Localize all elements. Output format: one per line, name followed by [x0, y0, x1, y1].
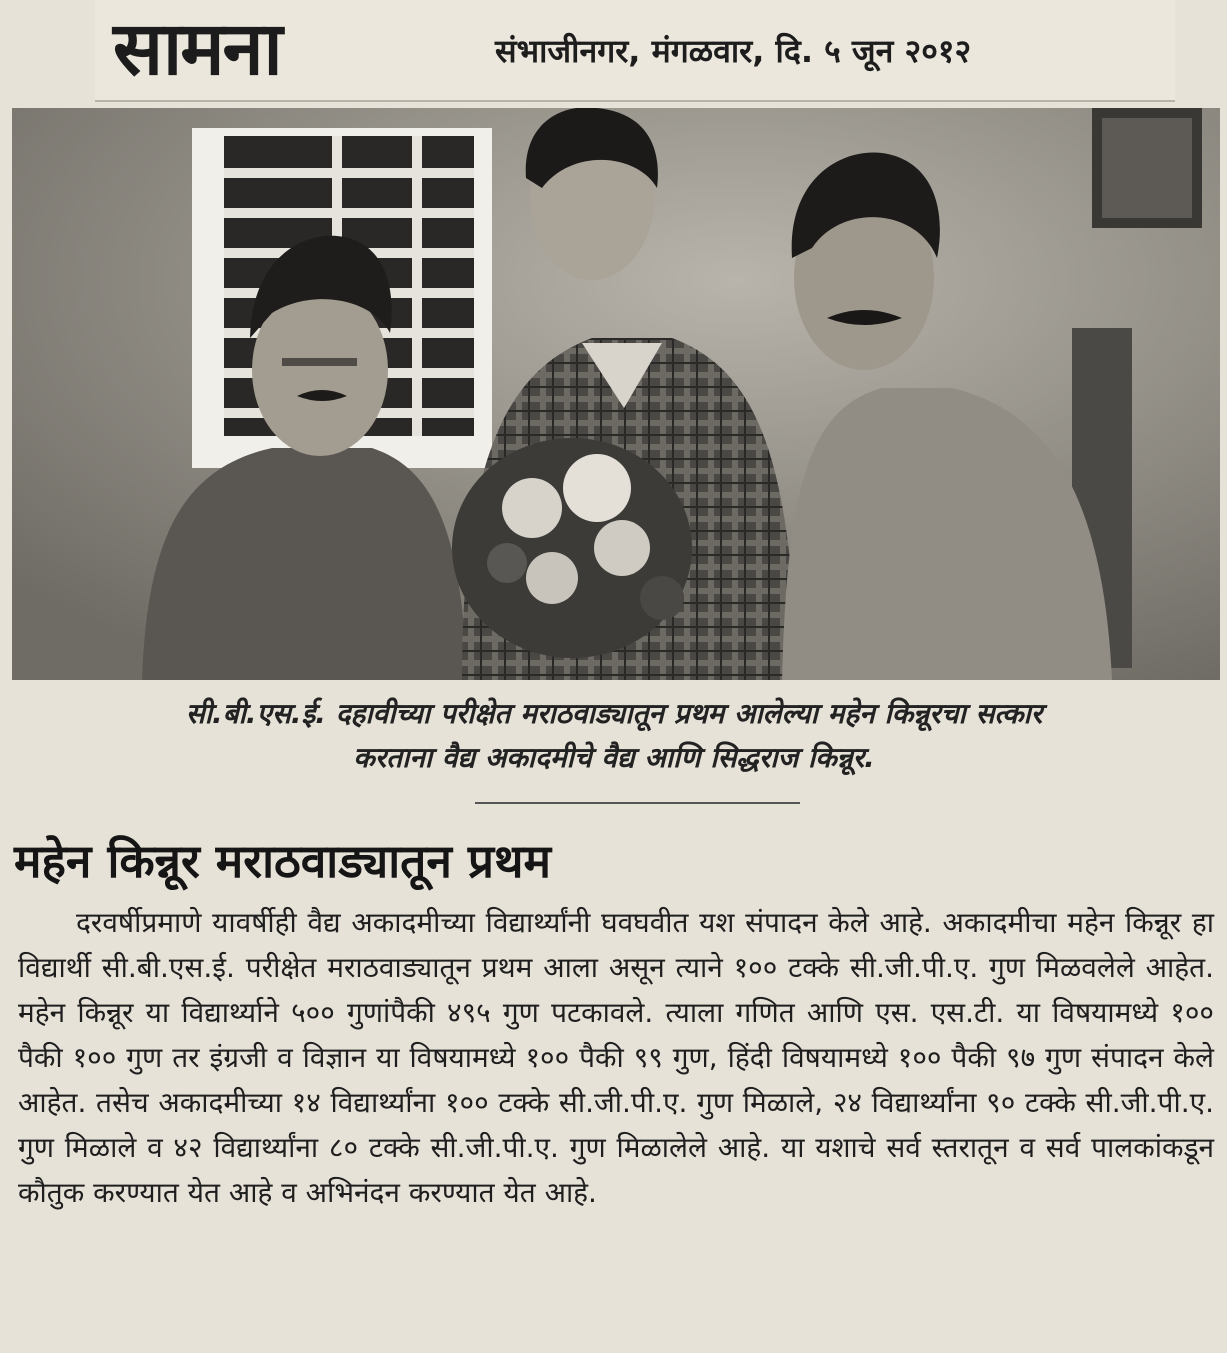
- newspaper-logo: सामना: [113, 6, 281, 92]
- dateline: संभाजीनगर, मंगळवार, दि. ५ जून २०१२: [495, 32, 972, 70]
- article-body: दरवर्षीप्रमाणे यावर्षीही वैद्य अकादमीच्या विद्यार्थ्यांनी घवघवीत यश संपादन केले आहे. अकादमीचा महेन किन्नूर हा विद्यार्थी सी.बी.एस.ई. परीक्षेत मराठवाड्यातून प्रथम आला असून त्याने १०० टक्के सी.जी.पी.ए. गुण मिळवलेले आहेत. महेन किन्नूर या विद्यार्थ्याने ५०० गुणांपैकी ४९५ गुण पटकावले. त्याला गणित आणि एस. एस.टी. या विषयामध्ये १०० पैकी १०० गुण तर इंग्रजी व विज्ञान या विषयामध्ये १०० पैकी ९९ गुण, हिंदी विषयामध्ये १०० पैकी ९७ गुण संपादन केले आहेत. तसेच अकादमीच्या १४ विद्यार्थ्यांना १०० टक्के सी.जी.पी.ए. गुण मिळाले, २४ विद्यार्थ्यांना ९० टक्के सी.जी.पी.ए. गुण मिळाले व ४२ विद्यार्थ्यांना ८० टक्के सी.जी.पी.ए. गुण मिळालेले आहे. या यशाचे सर्व स्तरातून व सर्व पालकांकडून कौतुक करण्यात येत आहे व अभिनंदन करण्यात येत आहे.: [18, 906, 1214, 1209]
- newspaper-masthead: [95, 0, 1175, 102]
- photo-illustration: [12, 108, 1220, 680]
- divider: [475, 802, 800, 804]
- flower-bouquet: [452, 438, 692, 658]
- caption-line-1: सी.बी.एस.ई. दहावीच्या परीक्षेत मराठवाड्यातून प्रथम आलेल्या महेन किन्नूरचा सत्कार: [185, 697, 1043, 730]
- photo-caption: [14, 692, 1214, 780]
- news-photo: [12, 108, 1220, 680]
- caption-line-2: करताना वैद्य अकादमीचे वैद्य आणि सिद्धराज किन्नूर.: [353, 741, 875, 774]
- article-headline: महेन किन्नूर मराठवाड्यातून प्रथम: [14, 834, 551, 888]
